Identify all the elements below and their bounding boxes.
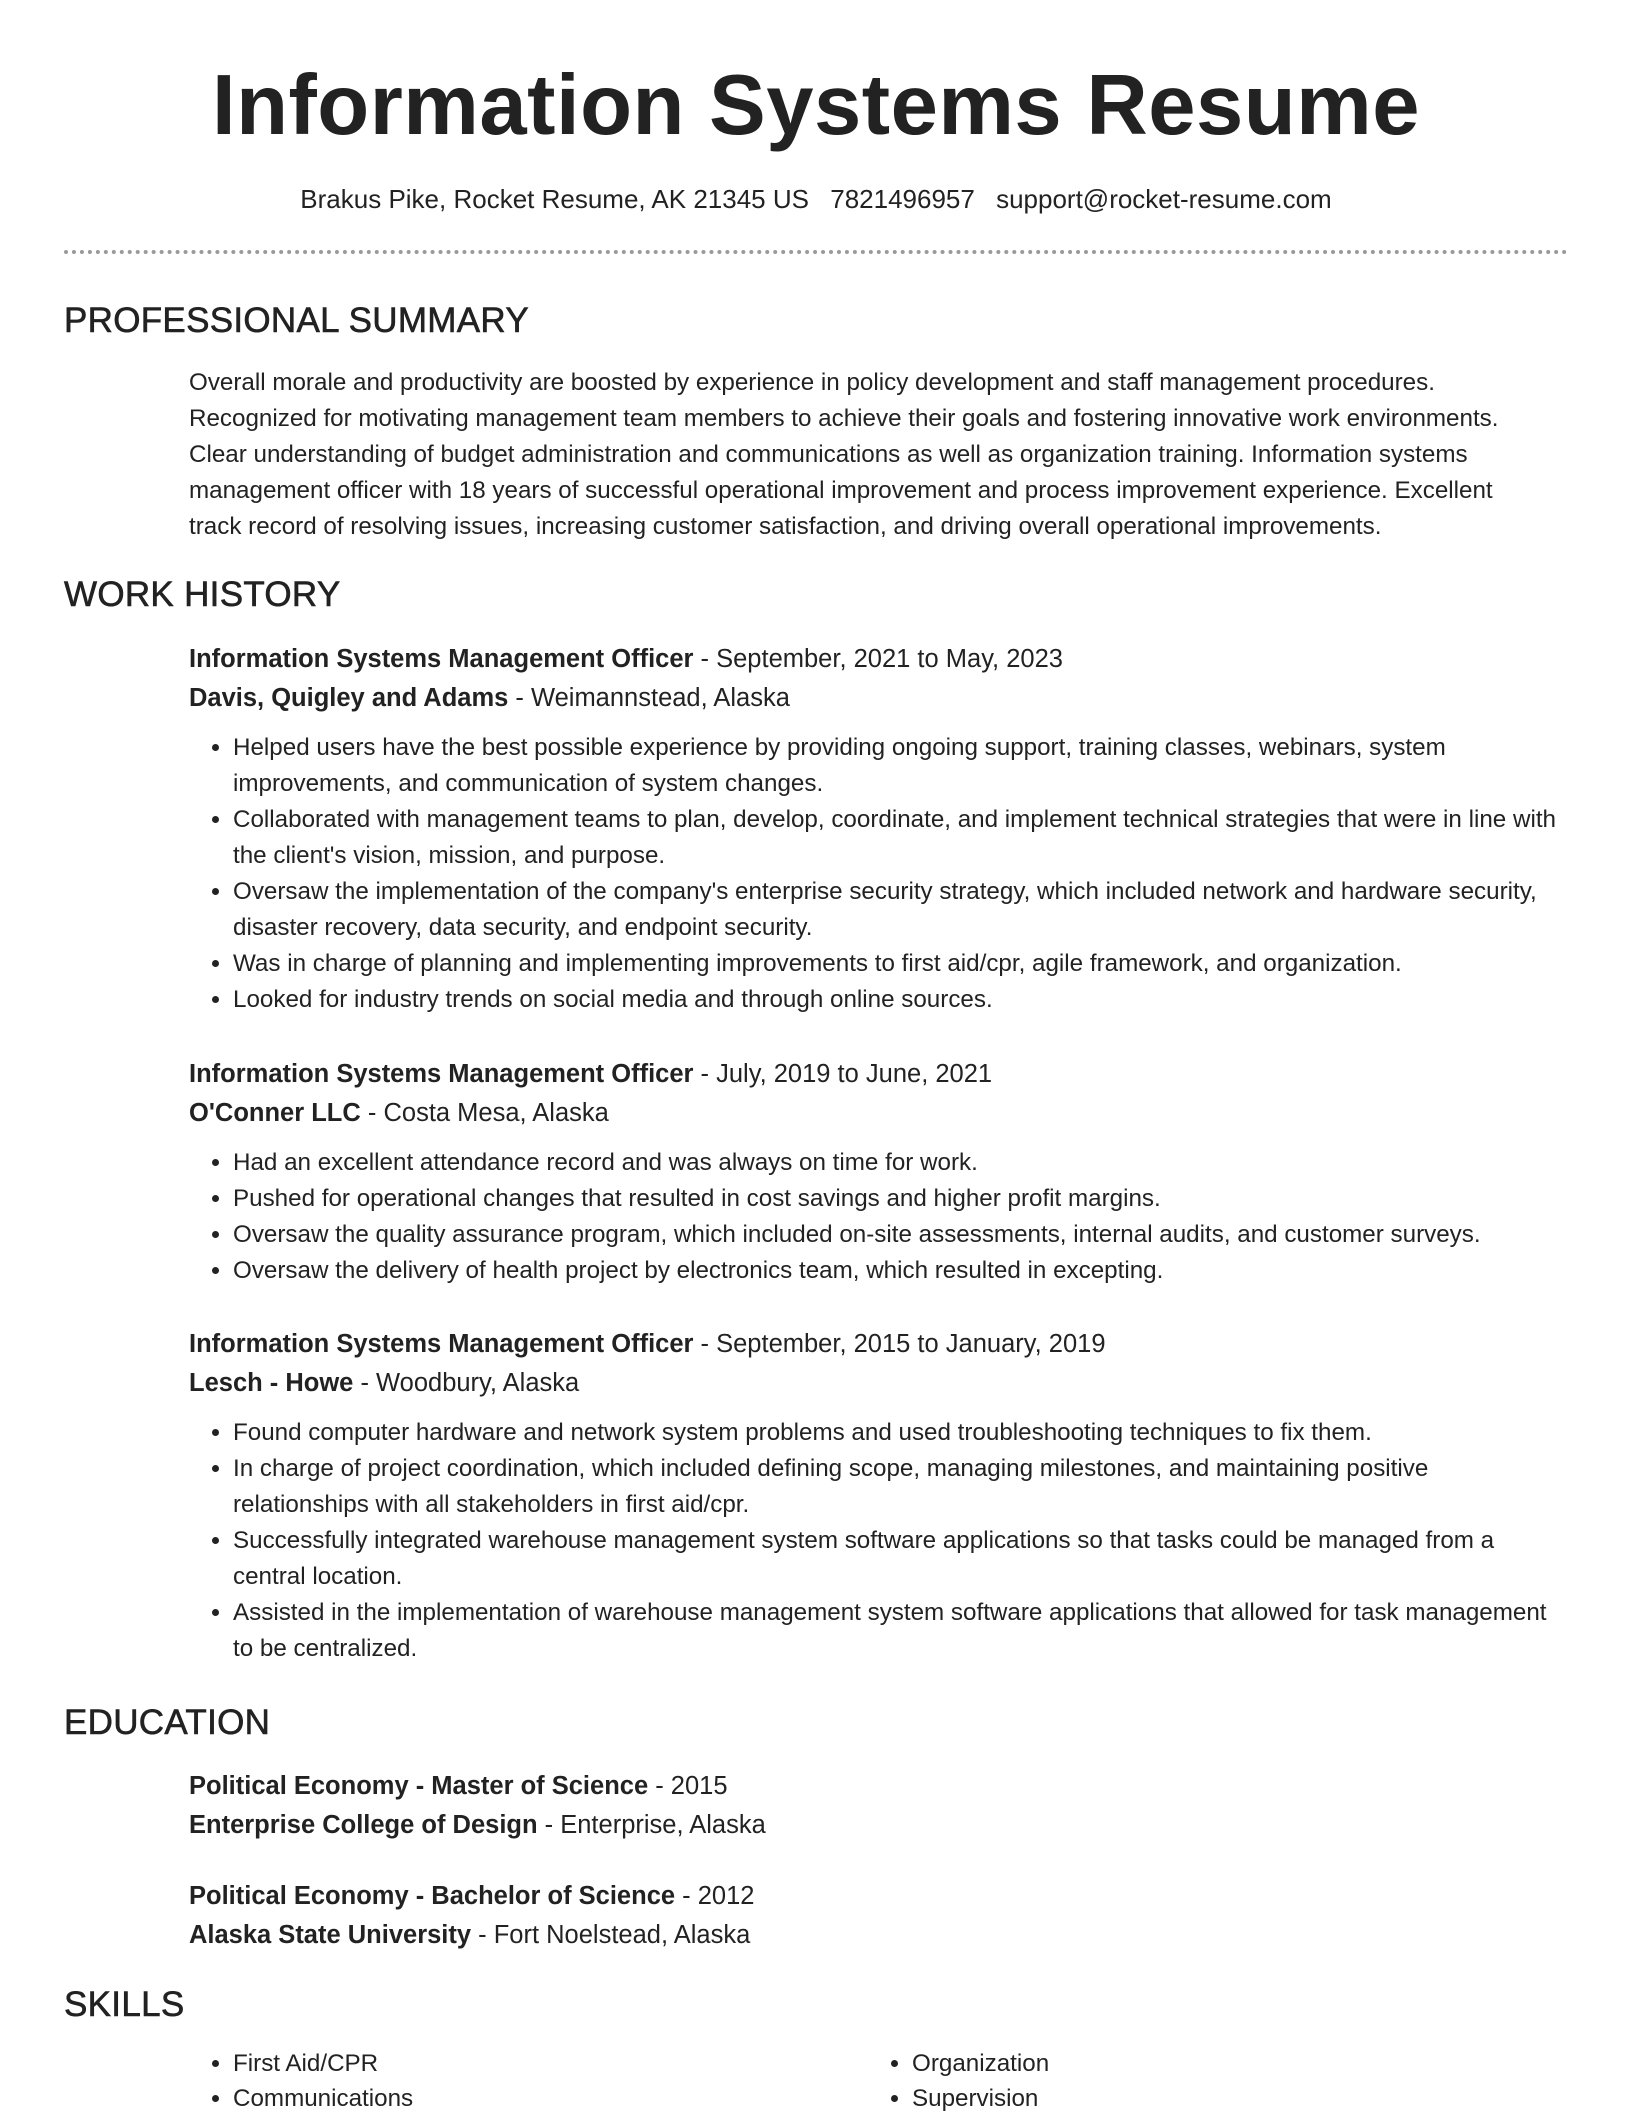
skill-item: • Organization bbox=[912, 2046, 1547, 2081]
section-heading-education: EDUCATION bbox=[64, 1703, 271, 1742]
job-dates: - July, 2019 to June, 2021 bbox=[693, 1060, 993, 1088]
job-company-line bbox=[189, 1094, 1569, 1133]
education-school-line bbox=[189, 1806, 1569, 1845]
job-bullet: • Had an excellent attendance record and was always on time for work. bbox=[233, 1145, 1569, 1181]
job-bullet: • Helped users have the best possible experience by providing ongoing support, training classes, webinars, system improvements, and communication of system changes. bbox=[233, 730, 1569, 802]
education-degree-line bbox=[189, 1877, 1569, 1916]
job-bullet: • Oversaw the delivery of health project by electronics team, which resulted in excepting. bbox=[233, 1253, 1569, 1289]
job-bullet: • Looked for industry trends on social media and through online sources. bbox=[233, 982, 1569, 1018]
education-location: - Fort Noelstead, Alaska bbox=[471, 1921, 751, 1949]
job-title: Information Systems Management Officer bbox=[189, 645, 694, 673]
education-school: Alaska State University bbox=[189, 1921, 472, 1949]
job-title-line bbox=[189, 1325, 1569, 1364]
job-entry-3 bbox=[189, 1325, 1569, 1667]
header-divider bbox=[64, 250, 1568, 254]
job-location: - Costa Mesa, Alaska bbox=[360, 1099, 609, 1127]
education-year: - 2012 bbox=[675, 1882, 755, 1910]
education-degree: Political Economy - Master of Science bbox=[189, 1772, 649, 1800]
skill-item: • Supervision bbox=[912, 2081, 1547, 2116]
contact-line bbox=[0, 182, 1632, 216]
resume-title: Information Systems Resume bbox=[211, 58, 1421, 153]
education-location: - Enterprise, Alaska bbox=[537, 1811, 766, 1839]
job-dates: - September, 2015 to January, 2019 bbox=[693, 1330, 1106, 1358]
education-entry-1 bbox=[189, 1767, 1569, 1845]
job-bullet: • Oversaw the implementation of the company's enterprise security strategy, which included network and hardware security, disaster recovery, data security, and endpoint security. bbox=[233, 874, 1569, 946]
job-company-line bbox=[189, 679, 1569, 718]
job-company-line bbox=[189, 1364, 1569, 1403]
section-heading-work-history: WORK HISTORY bbox=[64, 575, 341, 614]
skill-item: • Communications bbox=[233, 2081, 868, 2116]
education-degree: Political Economy - Bachelor of Science bbox=[189, 1882, 676, 1910]
job-entry-1 bbox=[189, 640, 1569, 1018]
contact-email: support@rocket-resume.com bbox=[996, 184, 1332, 214]
contact-address: Brakus Pike, Rocket Resume, AK 21345 US bbox=[300, 184, 809, 214]
job-bullet-list bbox=[189, 1145, 1569, 1289]
job-dates: - September, 2021 to May, 2023 bbox=[693, 645, 1063, 673]
job-bullet: • Assisted in the implementation of warehouse management system software applications that allowed for task management to be centralized. bbox=[233, 1595, 1569, 1667]
job-title: Information Systems Management Officer bbox=[189, 1060, 694, 1088]
skills-list-left bbox=[189, 2046, 868, 2116]
job-company: O'Conner LLC bbox=[189, 1099, 361, 1127]
skill-item: • First Aid/CPR bbox=[233, 2046, 868, 2081]
education-school: Enterprise College of Design bbox=[189, 1811, 538, 1839]
job-bullet: • Successfully integrated warehouse management system software applications so that tasks could be managed from a central location. bbox=[233, 1523, 1569, 1595]
job-title: Information Systems Management Officer bbox=[189, 1330, 694, 1358]
skills-columns bbox=[189, 2046, 1569, 2116]
section-heading-skills: SKILLS bbox=[64, 1985, 185, 2024]
job-title-line bbox=[189, 640, 1569, 679]
job-entry-2 bbox=[189, 1055, 1569, 1289]
education-degree-line bbox=[189, 1767, 1569, 1806]
job-bullet: • Found computer hardware and network system problems and used troubleshooting techniques to fix them. bbox=[233, 1415, 1569, 1451]
education-year: - 2015 bbox=[648, 1772, 728, 1800]
education-entry-2 bbox=[189, 1877, 1569, 1955]
job-company: Davis, Quigley and Adams bbox=[189, 684, 509, 712]
job-bullet: • Pushed for operational changes that resulted in cost savings and higher profit margins. bbox=[233, 1181, 1569, 1217]
job-location: - Weimannstead, Alaska bbox=[508, 684, 790, 712]
education-school-line bbox=[189, 1916, 1569, 1955]
job-bullet: • In charge of project coordination, which included defining scope, managing milestones, and maintaining positive relationships with all stakeholders in first aid/cpr. bbox=[233, 1451, 1569, 1523]
job-bullet-list bbox=[189, 730, 1569, 1018]
job-bullet-list bbox=[189, 1415, 1569, 1667]
contact-phone: 7821496957 bbox=[830, 184, 975, 214]
summary-text: Overall morale and productivity are boosted by experience in policy development and staff management procedures. Recognized for motivating management team members to achieve their goals and fostering innovative work environments. Clear understanding of budget administration and communications as well as organization training. Information systems management officer with 18 years of successful operational improvement and process improvement experience. Excellent track record of resolving issues, increasing customer satisfaction, and driving overall operational improvements. bbox=[189, 369, 1499, 540]
job-bullet: • Oversaw the quality assurance program, which included on-site assessments, internal audits, and customer surveys. bbox=[233, 1217, 1569, 1253]
skills-list-right bbox=[868, 2046, 1547, 2116]
section-heading-summary: PROFESSIONAL SUMMARY bbox=[64, 301, 529, 340]
job-title-line bbox=[189, 1055, 1569, 1094]
job-location: - Woodbury, Alaska bbox=[353, 1369, 580, 1397]
job-company: Lesch - Howe bbox=[189, 1369, 354, 1397]
job-bullet: • Collaborated with management teams to plan, develop, coordinate, and implement technical strategies that were in line with the client's vision, mission, and purpose. bbox=[233, 802, 1569, 874]
job-bullet: • Was in charge of planning and implementing improvements to first aid/cpr, agile framework, and organization. bbox=[233, 946, 1569, 982]
